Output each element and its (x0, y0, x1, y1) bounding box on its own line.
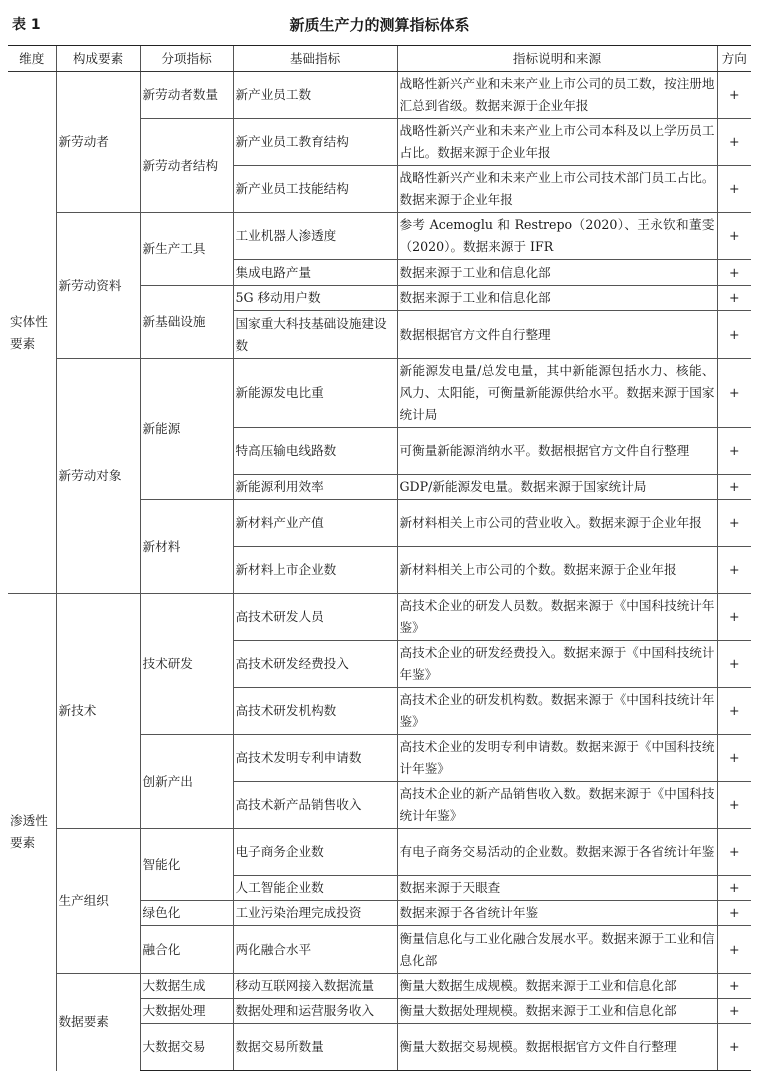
table-row (8, 72, 751, 119)
sub-indicator-cell: 创新产出 (140, 735, 233, 829)
direction-cell: + (717, 594, 751, 641)
description-cell: 数据根据官方文件自行整理 (397, 311, 717, 359)
direction-cell: + (717, 974, 751, 999)
element-cell: 新劳动资料 (56, 213, 140, 359)
basic-indicator-cell: 移动互联网接入数据流量 (233, 974, 397, 999)
element-cell: 生产组织 (56, 829, 140, 974)
direction-cell: + (717, 119, 751, 166)
table-caption (8, 14, 751, 38)
description-cell: 衡量信息化与工业化融合发展水平。数据来源于工业和信息化部 (397, 926, 717, 974)
basic-indicator-cell: 新产业员工数 (233, 72, 397, 119)
direction-cell: + (717, 213, 751, 260)
direction-cell: + (717, 260, 751, 286)
basic-indicator-cell: 国家重大科技基础设施建设数 (233, 311, 397, 359)
dimension-cell: 渗透性要素 (8, 594, 56, 1071)
description-cell: 高技术企业的发明专利申请数。数据来源于《中国科技统计年鉴》 (397, 735, 717, 782)
sub-indicator-cell: 大数据生成 (140, 974, 233, 999)
element-cell: 新劳动者 (56, 72, 140, 213)
header-description: 指标说明和来源 (397, 46, 717, 72)
basic-indicator-cell: 工业污染治理完成投资 (233, 901, 397, 926)
basic-indicator-cell: 人工智能企业数 (233, 876, 397, 901)
description-cell: 新材料相关上市公司的个数。数据来源于企业年报 (397, 547, 717, 594)
sub-indicator-cell: 新材料 (140, 500, 233, 594)
basic-indicator-cell: 特高压输电线路数 (233, 428, 397, 475)
basic-indicator-cell: 新产业员工教育结构 (233, 119, 397, 166)
table-title: 新质生产力的测算指标体系 (289, 16, 470, 34)
description-cell: 新能源发电量/总发电量，其中新能源包括水力、核能、风力、太阳能，可衡量新能源供给水平。数据来源于国家统计局 (397, 359, 717, 428)
header-element: 构成要素 (56, 46, 140, 72)
basic-indicator-cell: 新材料产业产值 (233, 500, 397, 547)
description-cell: 数据来源于各省统计年鉴 (397, 901, 717, 926)
header-row (8, 46, 751, 72)
element-cell: 数据要素 (56, 974, 140, 1071)
basic-indicator-cell: 5G 移动用户数 (233, 286, 397, 311)
description-cell: 可衡量新能源消纳水平。数据根据官方文件自行整理 (397, 428, 717, 475)
direction-cell: + (717, 428, 751, 475)
basic-indicator-cell: 集成电路产量 (233, 260, 397, 286)
direction-cell: + (717, 547, 751, 594)
direction-cell: + (717, 500, 751, 547)
basic-indicator-cell: 电子商务企业数 (233, 829, 397, 876)
element-cell: 新技术 (56, 594, 140, 829)
direction-cell: + (717, 166, 751, 213)
direction-cell: + (717, 641, 751, 688)
direction-cell: + (717, 286, 751, 311)
indicator-table (8, 45, 751, 1071)
table-label: 表 1 (12, 17, 41, 33)
table-row (8, 974, 751, 999)
basic-indicator-cell: 新能源利用效率 (233, 475, 397, 500)
description-cell: 高技术企业的研发机构数。数据来源于《中国科技统计年鉴》 (397, 688, 717, 735)
sub-indicator-cell: 新能源 (140, 359, 233, 500)
basic-indicator-cell: 高技术发明专利申请数 (233, 735, 397, 782)
sub-indicator-cell: 大数据处理 (140, 999, 233, 1024)
direction-cell: + (717, 72, 751, 119)
sub-indicator-cell: 智能化 (140, 829, 233, 901)
table-row (8, 594, 751, 641)
description-cell: 高技术企业的研发经费投入。数据来源于《中国科技统计年鉴》 (397, 641, 717, 688)
description-cell: 战略性新兴产业和未来产业上市公司本科及以上学历员工占比。数据来源于企业年报 (397, 119, 717, 166)
basic-indicator-cell: 工业机器人渗透度 (233, 213, 397, 260)
sub-indicator-cell: 绿色化 (140, 901, 233, 926)
basic-indicator-cell: 新产业员工技能结构 (233, 166, 397, 213)
basic-indicator-cell: 数据交易所数量 (233, 1024, 397, 1071)
description-cell: 参考 Acemoglu 和 Restrepo（2020）、王永钦和董雯（2020）。数据来源于 IFR (397, 213, 717, 260)
description-cell: 数据来源于工业和信息化部 (397, 286, 717, 311)
description-cell: 衡量大数据交易规模。数据根据官方文件自行整理 (397, 1024, 717, 1071)
sub-indicator-cell: 新劳动者数量 (140, 72, 233, 119)
description-cell: 有电子商务交易活动的企业数。数据来源于各省统计年鉴 (397, 829, 717, 876)
direction-cell: + (717, 876, 751, 901)
sub-indicator-cell: 新劳动者结构 (140, 119, 233, 213)
sub-indicator-cell: 技术研发 (140, 594, 233, 735)
basic-indicator-cell: 新材料上市企业数 (233, 547, 397, 594)
basic-indicator-cell: 两化融合水平 (233, 926, 397, 974)
direction-cell: + (717, 901, 751, 926)
description-cell: 数据来源于天眼查 (397, 876, 717, 901)
description-cell: GDP/新能源发电量。数据来源于国家统计局 (397, 475, 717, 500)
sub-indicator-cell: 新基础设施 (140, 286, 233, 359)
description-cell: 高技术企业的新产品销售收入数。数据来源于《中国科技统计年鉴》 (397, 782, 717, 829)
sub-indicator-cell: 融合化 (140, 926, 233, 974)
table-row (8, 829, 751, 876)
direction-cell: + (717, 688, 751, 735)
header-direction: 方向 (717, 46, 751, 72)
sub-indicator-cell: 新生产工具 (140, 213, 233, 286)
dimension-cell: 实体性要素 (8, 72, 56, 594)
basic-indicator-cell: 高技术研发人员 (233, 594, 397, 641)
description-cell: 高技术企业的研发人员数。数据来源于《中国科技统计年鉴》 (397, 594, 717, 641)
description-cell: 新材料相关上市公司的营业收入。数据来源于企业年报 (397, 500, 717, 547)
direction-cell: + (717, 359, 751, 428)
table-row (8, 213, 751, 260)
description-cell: 数据来源于工业和信息化部 (397, 260, 717, 286)
sub-indicator-cell: 大数据交易 (140, 1024, 233, 1071)
description-cell: 衡量大数据生成规模。数据来源于工业和信息化部 (397, 974, 717, 999)
basic-indicator-cell: 高技术新产品销售收入 (233, 782, 397, 829)
element-cell: 新劳动对象 (56, 359, 140, 594)
header-basic-indicator: 基础指标 (233, 46, 397, 72)
direction-cell: + (717, 999, 751, 1024)
basic-indicator-cell: 数据处理和运营服务收入 (233, 999, 397, 1024)
header-dimension: 维度 (8, 46, 56, 72)
description-cell: 战略性新兴产业和未来产业上市公司的员工数，按注册地汇总到省级。数据来源于企业年报 (397, 72, 717, 119)
table-row (8, 359, 751, 428)
basic-indicator-cell: 高技术研发机构数 (233, 688, 397, 735)
direction-cell: + (717, 829, 751, 876)
direction-cell: + (717, 926, 751, 974)
direction-cell: + (717, 311, 751, 359)
direction-cell: + (717, 1024, 751, 1071)
direction-cell: + (717, 475, 751, 500)
basic-indicator-cell: 新能源发电比重 (233, 359, 397, 428)
description-cell: 战略性新兴产业和未来产业上市公司技术部门员工占比。数据来源于企业年报 (397, 166, 717, 213)
description-cell: 衡量大数据处理规模。数据来源于工业和信息化部 (397, 999, 717, 1024)
header-sub-indicator: 分项指标 (140, 46, 233, 72)
direction-cell: + (717, 735, 751, 782)
basic-indicator-cell: 高技术研发经费投入 (233, 641, 397, 688)
direction-cell: + (717, 782, 751, 829)
